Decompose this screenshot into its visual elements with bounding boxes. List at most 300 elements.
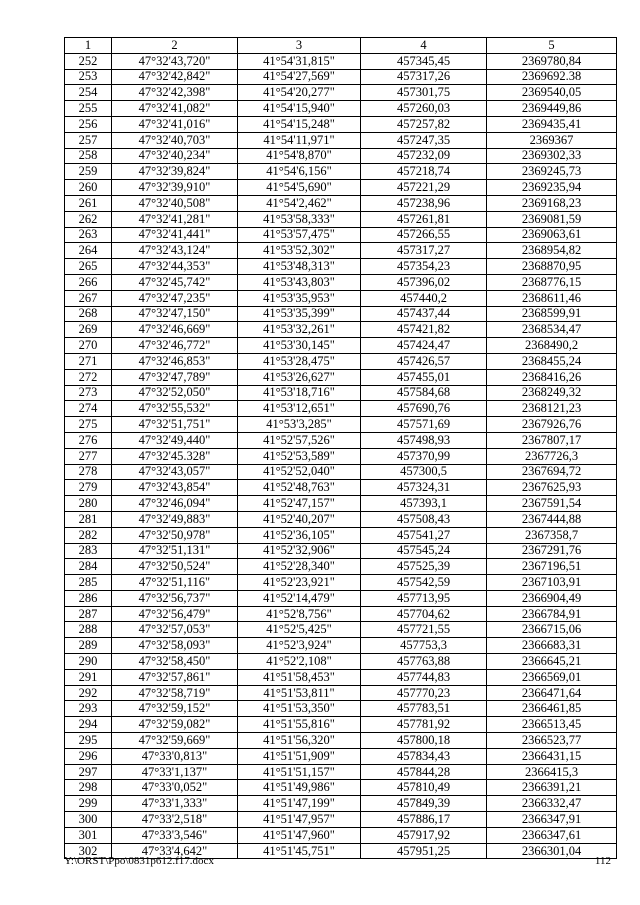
latitude-cell: 47°32'51,116" (112, 575, 238, 591)
table-row (65, 559, 617, 575)
longitude-cell: 41°53'18,716" (238, 385, 361, 401)
point-number-cell: 267 (65, 290, 112, 306)
x-coordinate-cell: 457834,43 (361, 748, 487, 764)
point-number-cell: 275 (65, 417, 112, 433)
x-coordinate-cell: 457300,5 (361, 464, 487, 480)
y-coordinate-cell: 2366784,91 (487, 606, 617, 622)
point-number-cell: 294 (65, 717, 112, 733)
table-row (65, 543, 617, 559)
latitude-cell: 47°32'45,742" (112, 274, 238, 290)
x-coordinate-cell: 457345,45 (361, 53, 487, 69)
latitude-cell: 47°32'58,719" (112, 685, 238, 701)
y-coordinate-cell: 2367694,72 (487, 464, 617, 480)
point-number-cell: 295 (65, 733, 112, 749)
longitude-cell: 41°53'32,261" (238, 322, 361, 338)
longitude-cell: 41°52'2,108" (238, 654, 361, 670)
point-number-cell: 257 (65, 132, 112, 148)
y-coordinate-cell: 2368534,47 (487, 322, 617, 338)
x-coordinate-cell: 457800,18 (361, 733, 487, 749)
latitude-cell: 47°33'4,642" (112, 843, 238, 859)
table-row (65, 701, 617, 717)
latitude-cell: 47°32'40,234" (112, 148, 238, 164)
x-coordinate-cell: 457317,26 (361, 69, 487, 85)
y-coordinate-cell: 2367625,93 (487, 480, 617, 496)
latitude-cell: 47°32'56,479" (112, 606, 238, 622)
y-coordinate-cell: 2369302,33 (487, 148, 617, 164)
longitude-cell: 41°52'23,921" (238, 575, 361, 591)
table-body (65, 53, 617, 859)
latitude-cell: 47°32'43,124" (112, 243, 238, 259)
point-number-cell: 277 (65, 448, 112, 464)
y-coordinate-cell: 2369245,73 (487, 164, 617, 180)
longitude-cell: 41°54'31,815" (238, 53, 361, 69)
y-coordinate-cell: 2368954,82 (487, 243, 617, 259)
longitude-cell: 41°54'15,248" (238, 116, 361, 132)
point-number-cell: 291 (65, 669, 112, 685)
x-coordinate-cell: 457713,95 (361, 590, 487, 606)
table-row (65, 290, 617, 306)
table-row (65, 195, 617, 211)
x-coordinate-cell: 457421,82 (361, 322, 487, 338)
table-row (65, 369, 617, 385)
y-coordinate-cell: 2367196,51 (487, 559, 617, 575)
x-coordinate-cell: 457317,27 (361, 243, 487, 259)
point-number-cell: 259 (65, 164, 112, 180)
x-coordinate-cell: 457541,27 (361, 527, 487, 543)
longitude-cell: 41°52'47,157" (238, 496, 361, 512)
x-coordinate-cell: 457301,75 (361, 85, 487, 101)
x-coordinate-cell: 457951,25 (361, 843, 487, 859)
x-coordinate-cell: 457844,28 (361, 764, 487, 780)
latitude-cell: 47°32'43,720" (112, 53, 238, 69)
table-row (65, 164, 617, 180)
point-number-cell: 262 (65, 211, 112, 227)
y-coordinate-cell: 2366645,21 (487, 654, 617, 670)
longitude-cell: 41°52'14,479" (238, 590, 361, 606)
x-coordinate-cell: 457810,49 (361, 780, 487, 796)
table-row (65, 417, 617, 433)
x-coordinate-cell: 457744,83 (361, 669, 487, 685)
x-coordinate-cell: 457370,99 (361, 448, 487, 464)
x-coordinate-cell: 457257,82 (361, 116, 487, 132)
x-coordinate-cell: 457440,2 (361, 290, 487, 306)
table-row (65, 827, 617, 843)
longitude-cell: 41°51'47,199" (238, 796, 361, 812)
point-number-cell: 282 (65, 527, 112, 543)
point-number-cell: 254 (65, 85, 112, 101)
longitude-cell: 41°54'8,870" (238, 148, 361, 164)
y-coordinate-cell: 2366347,91 (487, 812, 617, 828)
point-number-cell: 278 (65, 464, 112, 480)
longitude-cell: 41°54'27,569" (238, 69, 361, 85)
longitude-cell: 41°52'52,040" (238, 464, 361, 480)
y-coordinate-cell: 2368611,46 (487, 290, 617, 306)
y-coordinate-cell: 2366683,31 (487, 638, 617, 654)
y-coordinate-cell: 2369692.38 (487, 69, 617, 85)
latitude-cell: 47°33'0,052" (112, 780, 238, 796)
table-row (65, 243, 617, 259)
point-number-cell: 290 (65, 654, 112, 670)
x-coordinate-cell: 457354,23 (361, 259, 487, 275)
x-coordinate-cell: 457770,23 (361, 685, 487, 701)
x-coordinate-cell: 457426,57 (361, 353, 487, 369)
y-coordinate-cell: 2367291,76 (487, 543, 617, 559)
latitude-cell: 47°32'47,235" (112, 290, 238, 306)
x-coordinate-cell: 457247,35 (361, 132, 487, 148)
latitude-cell: 47°33'3,546" (112, 827, 238, 843)
y-coordinate-cell: 2368121,23 (487, 401, 617, 417)
x-coordinate-cell: 457393,1 (361, 496, 487, 512)
latitude-cell: 47°32'46,772" (112, 338, 238, 354)
table-row (65, 132, 617, 148)
longitude-cell: 41°53'26,627" (238, 369, 361, 385)
y-coordinate-cell: 2369449,86 (487, 101, 617, 117)
longitude-cell: 41°54'2,462" (238, 195, 361, 211)
table-row (65, 685, 617, 701)
table-row (65, 590, 617, 606)
point-number-cell: 252 (65, 53, 112, 69)
point-number-cell: 301 (65, 827, 112, 843)
y-coordinate-cell: 2366513,45 (487, 717, 617, 733)
y-coordinate-cell: 2369063,61 (487, 227, 617, 243)
point-number-cell: 284 (65, 559, 112, 575)
x-coordinate-cell: 457783,51 (361, 701, 487, 717)
table-row (65, 764, 617, 780)
latitude-cell: 47°32'49,440" (112, 432, 238, 448)
table-row (65, 448, 617, 464)
y-coordinate-cell: 2369780,84 (487, 53, 617, 69)
point-number-cell: 298 (65, 780, 112, 796)
point-number-cell: 260 (65, 180, 112, 196)
latitude-cell: 47°32'47,150" (112, 306, 238, 322)
x-coordinate-cell: 457886,17 (361, 812, 487, 828)
latitude-cell: 47°32'39,910" (112, 180, 238, 196)
point-number-cell: 263 (65, 227, 112, 243)
table-row (65, 812, 617, 828)
y-coordinate-cell: 2367926,76 (487, 417, 617, 433)
point-number-cell: 274 (65, 401, 112, 417)
point-number-cell: 253 (65, 69, 112, 85)
longitude-cell: 41°52'36,105" (238, 527, 361, 543)
latitude-cell: 47°33'1,333" (112, 796, 238, 812)
x-coordinate-cell: 457437,44 (361, 306, 487, 322)
table-row (65, 748, 617, 764)
y-coordinate-cell: 2366301,04 (487, 843, 617, 859)
y-coordinate-cell: 2368776,15 (487, 274, 617, 290)
latitude-cell: 47°32'43,057" (112, 464, 238, 480)
latitude-cell: 47°32'58,093" (112, 638, 238, 654)
table-row (65, 606, 617, 622)
table-row (65, 274, 617, 290)
table-row (65, 227, 617, 243)
column-header-2: 2 (112, 38, 238, 54)
table-row (65, 401, 617, 417)
y-coordinate-cell: 2366391,21 (487, 780, 617, 796)
y-coordinate-cell: 2366431,15 (487, 748, 617, 764)
table-row (65, 796, 617, 812)
longitude-cell: 41°52'57,526" (238, 432, 361, 448)
table-row (65, 575, 617, 591)
latitude-cell: 47°32'51,131" (112, 543, 238, 559)
longitude-cell: 41°53'52,302" (238, 243, 361, 259)
latitude-cell: 47°32'40,508" (112, 195, 238, 211)
latitude-cell: 47°32'46,094" (112, 496, 238, 512)
longitude-cell: 41°51'49,986" (238, 780, 361, 796)
column-header-1: 1 (65, 38, 112, 54)
x-coordinate-cell: 457849,39 (361, 796, 487, 812)
longitude-cell: 41°52'40,207" (238, 511, 361, 527)
point-number-cell: 297 (65, 764, 112, 780)
latitude-cell: 47°32'50,978" (112, 527, 238, 543)
y-coordinate-cell: 2368490,2 (487, 338, 617, 354)
table-header-row (65, 38, 617, 54)
x-coordinate-cell: 457238,96 (361, 195, 487, 211)
point-number-cell: 292 (65, 685, 112, 701)
table-row (65, 353, 617, 369)
y-coordinate-cell: 2367444,88 (487, 511, 617, 527)
table-row (65, 259, 617, 275)
latitude-cell: 47°32'41,082" (112, 101, 238, 117)
x-coordinate-cell: 457753,3 (361, 638, 487, 654)
latitude-cell: 47°32'44,353" (112, 259, 238, 275)
point-number-cell: 255 (65, 101, 112, 117)
x-coordinate-cell: 457498,93 (361, 432, 487, 448)
latitude-cell: 47°33'0,813" (112, 748, 238, 764)
latitude-cell: 47°32'58,450" (112, 654, 238, 670)
point-number-cell: 266 (65, 274, 112, 290)
longitude-cell: 41°53'48,313" (238, 259, 361, 275)
point-number-cell: 283 (65, 543, 112, 559)
point-number-cell: 285 (65, 575, 112, 591)
x-coordinate-cell: 457261,81 (361, 211, 487, 227)
y-coordinate-cell: 2368416,26 (487, 369, 617, 385)
table-row (65, 464, 617, 480)
longitude-cell: 41°53'30,145" (238, 338, 361, 354)
x-coordinate-cell: 457218,74 (361, 164, 487, 180)
latitude-cell: 47°32'43,854" (112, 480, 238, 496)
latitude-cell: 47°32'56,737" (112, 590, 238, 606)
x-coordinate-cell: 457542,59 (361, 575, 487, 591)
table-row (65, 116, 617, 132)
table-row (65, 780, 617, 796)
x-coordinate-cell: 457324,31 (361, 480, 487, 496)
longitude-cell: 41°53'28,475" (238, 353, 361, 369)
latitude-cell: 47°32'52,050" (112, 385, 238, 401)
y-coordinate-cell: 2366415,3 (487, 764, 617, 780)
table-row (65, 69, 617, 85)
table-row (65, 306, 617, 322)
page-number: 112 (594, 855, 611, 867)
y-coordinate-cell: 2367358,7 (487, 527, 617, 543)
y-coordinate-cell: 2366569,01 (487, 669, 617, 685)
longitude-cell: 41°52'28,340" (238, 559, 361, 575)
y-coordinate-cell: 2368599,91 (487, 306, 617, 322)
x-coordinate-cell: 457232,09 (361, 148, 487, 164)
x-coordinate-cell: 457721,55 (361, 622, 487, 638)
point-number-cell: 261 (65, 195, 112, 211)
x-coordinate-cell: 457917,92 (361, 827, 487, 843)
latitude-cell: 47°32'57,861" (112, 669, 238, 685)
longitude-cell: 41°53'12,651" (238, 401, 361, 417)
table-row (65, 480, 617, 496)
latitude-cell: 47°32'39,824" (112, 164, 238, 180)
column-header-5: 5 (487, 38, 617, 54)
longitude-cell: 41°51'47,960" (238, 827, 361, 843)
table-row (65, 148, 617, 164)
point-number-cell: 280 (65, 496, 112, 512)
table-row (65, 717, 617, 733)
table-row (65, 669, 617, 685)
longitude-cell: 41°51'55,816" (238, 717, 361, 733)
point-number-cell: 289 (65, 638, 112, 654)
y-coordinate-cell: 2368455,24 (487, 353, 617, 369)
column-header-4: 4 (361, 38, 487, 54)
longitude-cell: 41°52'53,589" (238, 448, 361, 464)
y-coordinate-cell: 2369367 (487, 132, 617, 148)
x-coordinate-cell: 457221,29 (361, 180, 487, 196)
longitude-cell: 41°52'32,906" (238, 543, 361, 559)
table-row (65, 385, 617, 401)
latitude-cell: 47°32'41,441" (112, 227, 238, 243)
latitude-cell: 47°32'41,281" (112, 211, 238, 227)
latitude-cell: 47°33'1,137" (112, 764, 238, 780)
table-row (65, 638, 617, 654)
y-coordinate-cell: 2369540,05 (487, 85, 617, 101)
point-number-cell: 288 (65, 622, 112, 638)
point-number-cell: 258 (65, 148, 112, 164)
table-row (65, 85, 617, 101)
table-row (65, 432, 617, 448)
longitude-cell: 41°53'43,803" (238, 274, 361, 290)
y-coordinate-cell: 2366715,06 (487, 622, 617, 638)
table-row (65, 211, 617, 227)
longitude-cell: 41°54'20,277" (238, 85, 361, 101)
x-coordinate-cell: 457525,39 (361, 559, 487, 575)
latitude-cell: 47°32'47,789" (112, 369, 238, 385)
longitude-cell: 41°52'3,924" (238, 638, 361, 654)
table-row (65, 53, 617, 69)
x-coordinate-cell: 457424,47 (361, 338, 487, 354)
longitude-cell: 41°52'48,763" (238, 480, 361, 496)
latitude-cell: 47°32'42,398" (112, 85, 238, 101)
y-coordinate-cell: 2369235,94 (487, 180, 617, 196)
point-number-cell: 276 (65, 432, 112, 448)
column-header-3: 3 (238, 38, 361, 54)
x-coordinate-cell: 457396,02 (361, 274, 487, 290)
point-number-cell: 269 (65, 322, 112, 338)
longitude-cell: 41°54'11,971" (238, 132, 361, 148)
latitude-cell: 47°32'46,853" (112, 353, 238, 369)
point-number-cell: 287 (65, 606, 112, 622)
table-row (65, 511, 617, 527)
x-coordinate-cell: 457584,68 (361, 385, 487, 401)
point-number-cell: 265 (65, 259, 112, 275)
longitude-cell: 41°53'3,285" (238, 417, 361, 433)
y-coordinate-cell: 2366332,47 (487, 796, 617, 812)
longitude-cell: 41°53'35,953" (238, 290, 361, 306)
x-coordinate-cell: 457455,01 (361, 369, 487, 385)
y-coordinate-cell: 2368249,32 (487, 385, 617, 401)
point-number-cell: 286 (65, 590, 112, 606)
point-number-cell: 273 (65, 385, 112, 401)
latitude-cell: 47°32'46,669" (112, 322, 238, 338)
x-coordinate-cell: 457266,55 (361, 227, 487, 243)
table-row (65, 733, 617, 749)
longitude-cell: 41°51'58,453" (238, 669, 361, 685)
table-row (65, 322, 617, 338)
x-coordinate-cell: 457763,88 (361, 654, 487, 670)
footer-file-path: Y:\ORST\Ppo\0831p612.f17.docx (64, 855, 214, 867)
longitude-cell: 41°51'47,957" (238, 812, 361, 828)
longitude-cell: 41°51'53,350" (238, 701, 361, 717)
point-number-cell: 279 (65, 480, 112, 496)
latitude-cell: 47°32'59,669" (112, 733, 238, 749)
point-number-cell: 271 (65, 353, 112, 369)
longitude-cell: 41°51'53,811" (238, 685, 361, 701)
latitude-cell: 47°32'49,883" (112, 511, 238, 527)
longitude-cell: 41°51'51,157" (238, 764, 361, 780)
longitude-cell: 41°51'45,751" (238, 843, 361, 859)
latitude-cell: 47°32'41,016" (112, 116, 238, 132)
coordinates-table (64, 37, 617, 859)
y-coordinate-cell: 2367726,3 (487, 448, 617, 464)
table-row (65, 101, 617, 117)
longitude-cell: 41°53'35,399" (238, 306, 361, 322)
longitude-cell: 41°52'5,425" (238, 622, 361, 638)
y-coordinate-cell: 2369081,59 (487, 211, 617, 227)
y-coordinate-cell: 2367807,17 (487, 432, 617, 448)
latitude-cell: 47°32'59,082" (112, 717, 238, 733)
x-coordinate-cell: 457508,43 (361, 511, 487, 527)
x-coordinate-cell: 457781,92 (361, 717, 487, 733)
y-coordinate-cell: 2368870,95 (487, 259, 617, 275)
y-coordinate-cell: 2366461,85 (487, 701, 617, 717)
latitude-cell: 47°32'40,703" (112, 132, 238, 148)
longitude-cell: 41°51'51,909" (238, 748, 361, 764)
y-coordinate-cell: 2366347,61 (487, 827, 617, 843)
x-coordinate-cell: 457690,76 (361, 401, 487, 417)
latitude-cell: 47°32'45.328" (112, 448, 238, 464)
latitude-cell: 47°32'51,751" (112, 417, 238, 433)
longitude-cell: 41°54'5,690" (238, 180, 361, 196)
point-number-cell: 268 (65, 306, 112, 322)
longitude-cell: 41°53'57,475" (238, 227, 361, 243)
x-coordinate-cell: 457571,69 (361, 417, 487, 433)
table-row (65, 527, 617, 543)
longitude-cell: 41°51'56,320" (238, 733, 361, 749)
latitude-cell: 47°32'59,152" (112, 701, 238, 717)
point-number-cell: 302 (65, 843, 112, 859)
point-number-cell: 293 (65, 701, 112, 717)
latitude-cell: 47°32'42,842" (112, 69, 238, 85)
longitude-cell: 41°54'6,156" (238, 164, 361, 180)
y-coordinate-cell: 2366904,49 (487, 590, 617, 606)
y-coordinate-cell: 2367103,91 (487, 575, 617, 591)
table-row (65, 622, 617, 638)
x-coordinate-cell: 457545,24 (361, 543, 487, 559)
longitude-cell: 41°53'58,333" (238, 211, 361, 227)
point-number-cell: 299 (65, 796, 112, 812)
point-number-cell: 270 (65, 338, 112, 354)
point-number-cell: 264 (65, 243, 112, 259)
y-coordinate-cell: 2366471,64 (487, 685, 617, 701)
latitude-cell: 47°32'50,524" (112, 559, 238, 575)
y-coordinate-cell: 2369435,41 (487, 116, 617, 132)
table-row (65, 654, 617, 670)
table-row (65, 496, 617, 512)
point-number-cell: 272 (65, 369, 112, 385)
longitude-cell: 41°54'15,940" (238, 101, 361, 117)
